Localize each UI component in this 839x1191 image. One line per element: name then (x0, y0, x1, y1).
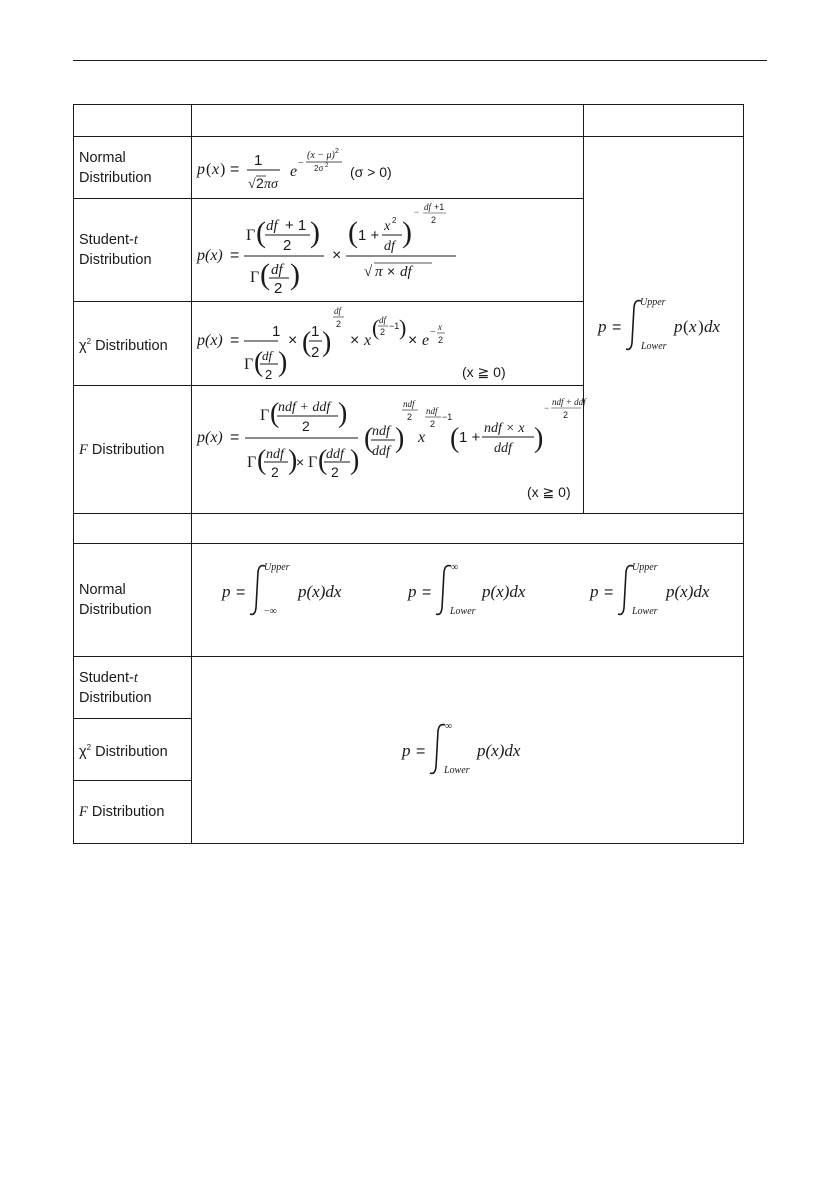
svg-text:∞: ∞ (445, 720, 453, 732)
svg-text:(: ( (254, 346, 264, 378)
condition-chi: (x ≧ 0) (462, 363, 506, 380)
svg-text:π: π (375, 264, 383, 280)
label-student (74, 199, 192, 302)
svg-text:=: = (604, 583, 614, 601)
svg-text:df: df (271, 262, 283, 278)
formula-chi-cell (192, 302, 584, 386)
svg-text:=: = (230, 247, 240, 264)
svg-text:): ) (310, 216, 320, 249)
svg-text:ddf: ddf (372, 443, 390, 459)
formula-normal-prob-cell (192, 544, 744, 657)
svg-text:Lower: Lower (450, 605, 476, 617)
svg-text:(: ( (270, 397, 280, 429)
formula-normal-prob-set (192, 548, 742, 648)
formula-interval (589, 562, 710, 617)
condition-f: (x ≧ 0) (527, 483, 571, 500)
svg-text:ddf: ddf (494, 440, 512, 456)
svg-text:ndf: ndf (403, 398, 415, 409)
label-normal-line1: Normal (79, 149, 126, 166)
svg-text:Upper: Upper (264, 561, 290, 573)
svg-text:+ 1: + 1 (285, 217, 307, 234)
svg-text:2: 2 (380, 326, 386, 337)
svg-text:(: ( (318, 444, 328, 476)
svg-text:2: 2 (331, 463, 339, 480)
table-row-normal (74, 137, 744, 199)
svg-text:2: 2 (302, 417, 310, 434)
formula-f-cell (192, 386, 584, 514)
label-chi-sup: 2 (86, 336, 92, 346)
svg-text:df: df (384, 239, 395, 254)
svg-text:): ) (288, 444, 298, 476)
svg-text:Γ: Γ (244, 355, 254, 373)
svg-text:2: 2 (392, 216, 397, 225)
svg-text:Γ: Γ (250, 269, 260, 286)
label-student-line1: Student- (79, 232, 134, 248)
svg-text:−: − (298, 157, 304, 169)
svg-text:ndf: ndf (266, 446, 284, 462)
svg-text:): ) (350, 444, 360, 476)
formula-lower-tail (221, 562, 342, 617)
svg-text:x: x (384, 219, 391, 234)
label-normal-line2: Distribution (79, 169, 152, 186)
label-student-2 (74, 657, 192, 719)
svg-text:): ) (402, 216, 412, 249)
svg-text:2: 2 (325, 162, 329, 169)
label-student-2-line1: Student- (79, 669, 134, 686)
svg-text:−: − (430, 326, 436, 338)
svg-text:): ) (278, 346, 288, 378)
svg-text:Lower: Lower (444, 764, 470, 776)
table-subheader-row (74, 514, 744, 544)
svg-text:2: 2 (335, 147, 339, 155)
svg-text:): ) (399, 314, 407, 340)
subheader-cell-2 (192, 514, 744, 544)
svg-text:1: 1 (272, 322, 281, 340)
svg-text:=: = (236, 583, 246, 601)
svg-text:ddf: ddf (326, 446, 344, 462)
formula-student-cell (192, 199, 584, 302)
svg-text:(: ( (260, 258, 270, 291)
svg-text:): ) (290, 258, 300, 291)
svg-text:−: − (544, 402, 550, 413)
svg-text:2: 2 (336, 318, 342, 329)
svg-text:): ) (698, 316, 704, 336)
svg-text:2: 2 (430, 418, 436, 429)
svg-text:df: df (400, 264, 412, 280)
formula-shared-upper-tail (192, 688, 740, 808)
svg-text:=: = (422, 583, 432, 601)
svg-text:df: df (379, 314, 387, 325)
svg-text:×: × (408, 331, 418, 349)
svg-text:2: 2 (563, 409, 569, 420)
formula-shared-prob-cell (192, 657, 744, 844)
label-f (74, 386, 192, 514)
svg-text:df: df (424, 202, 432, 212)
svg-text:): ) (395, 422, 405, 454)
svg-text:e: e (422, 331, 430, 349)
svg-text:(: ( (450, 422, 460, 454)
svg-text:p(x): p(x) (197, 428, 223, 446)
formula-student-pdf (192, 200, 582, 300)
formula-upper-tail (407, 562, 526, 617)
svg-text:2: 2 (438, 334, 444, 345)
svg-text:Lower: Lower (641, 340, 667, 352)
svg-text:): ) (534, 422, 544, 454)
svg-text:e: e (290, 162, 298, 180)
svg-text:ndf: ndf (426, 405, 438, 416)
svg-text:(: ( (302, 326, 312, 358)
svg-text:Γ: Γ (308, 453, 318, 471)
svg-text:Γ: Γ (246, 227, 256, 244)
svg-text:Γ: Γ (247, 453, 257, 471)
header-rule (73, 60, 767, 61)
label-chi-symbol: χ (79, 337, 87, 354)
svg-text:x: x (689, 316, 697, 336)
label-f-letter: F (79, 441, 88, 458)
label-chi-2-text: Distribution (91, 743, 168, 760)
svg-text:p: p (408, 581, 417, 601)
svg-text:2: 2 (311, 343, 320, 361)
svg-text:Lower: Lower (632, 605, 658, 617)
label-f-2-text: Distribution (87, 804, 165, 820)
svg-text:2: 2 (265, 366, 273, 382)
header-cell-3 (584, 105, 744, 137)
svg-text:=: = (230, 331, 240, 349)
label-chi-2-symbol: χ (79, 743, 87, 760)
svg-text:(: ( (372, 314, 380, 340)
svg-text:ndf + ddf: ndf + ddf (552, 396, 586, 407)
label-f-text: Distribution (87, 441, 165, 458)
svg-text:−1: −1 (442, 411, 453, 422)
svg-text:=: = (416, 742, 426, 760)
svg-text:=: = (230, 428, 240, 446)
label-student-2-line2: Distribution (79, 689, 152, 706)
svg-text:∞: ∞ (451, 561, 459, 573)
svg-text:p: p (402, 740, 411, 760)
label-normal-2-line1: Normal (79, 582, 126, 598)
label-normal-2 (74, 544, 192, 657)
svg-text:−: − (414, 207, 420, 217)
table-header-row (74, 105, 744, 137)
svg-text:1: 1 (311, 322, 320, 340)
svg-text:p: p (222, 581, 231, 601)
svg-text:ndf: ndf (372, 423, 390, 439)
formula-probability-upper-lower (584, 293, 742, 353)
svg-text:1: 1 (254, 151, 263, 169)
svg-text:1 +: 1 + (459, 428, 481, 446)
label-f-2 (74, 781, 192, 844)
svg-text:p: p (598, 316, 607, 336)
svg-text:p(x): p(x) (197, 247, 223, 264)
svg-text:πσ: πσ (264, 176, 278, 192)
svg-text:1 +: 1 + (358, 227, 380, 244)
svg-text:×: × (296, 453, 305, 470)
svg-text:×: × (288, 331, 298, 349)
svg-text:dx: dx (704, 316, 721, 336)
formula-normal-pdf (192, 138, 582, 198)
condition-normal: (σ > 0) (350, 163, 392, 180)
label-chi-text: Distribution (91, 337, 168, 354)
svg-text:2: 2 (283, 237, 292, 254)
svg-text:): ) (220, 160, 226, 178)
svg-text:df: df (266, 218, 278, 234)
svg-text:Γ: Γ (260, 406, 270, 424)
label-chi-2 (74, 719, 192, 781)
svg-text:(: ( (348, 216, 358, 249)
label-normal (74, 137, 192, 199)
svg-text:p(x)dx: p(x)dx (666, 581, 710, 601)
svg-text:p(x)dx: p(x)dx (477, 740, 521, 760)
formula-f-pdf (192, 387, 586, 513)
label-student-2-t: t (133, 669, 138, 686)
header-cell-1 (74, 105, 192, 137)
label-normal-2-line2: Distribution (79, 602, 152, 618)
svg-text:(: ( (206, 160, 212, 178)
svg-text:=: = (230, 160, 240, 178)
svg-text:ndf × x: ndf × x (484, 420, 525, 436)
svg-text:): ) (338, 397, 348, 429)
label-chi-2-sup: 2 (86, 742, 92, 752)
label-f-2-letter: F (79, 804, 88, 820)
svg-text:2: 2 (274, 280, 283, 297)
svg-text:2: 2 (407, 411, 413, 422)
svg-text:p(x): p(x) (197, 331, 223, 349)
distribution-table (73, 104, 744, 844)
svg-text:p: p (674, 316, 683, 336)
svg-text:x: x (364, 331, 372, 349)
label-student-line2: Distribution (79, 252, 152, 268)
svg-text:−∞: −∞ (264, 605, 277, 617)
svg-text:Upper: Upper (632, 561, 658, 573)
svg-text:√: √ (248, 176, 256, 192)
svg-text:2σ: 2σ (314, 163, 324, 173)
svg-text:p: p (590, 581, 599, 601)
svg-text:ndf + ddf: ndf + ddf (278, 399, 331, 415)
svg-text:p(x)dx: p(x)dx (482, 581, 526, 601)
svg-text:(x − μ): (x − μ) (307, 149, 335, 161)
svg-text:2: 2 (271, 463, 279, 480)
svg-text:(: ( (256, 216, 266, 249)
svg-text:x: x (438, 321, 442, 332)
svg-text:2: 2 (431, 215, 437, 225)
svg-text:df: df (262, 347, 273, 363)
svg-text:×: × (332, 247, 342, 264)
svg-text:(: ( (364, 422, 374, 454)
table-row-student-prob (74, 657, 744, 719)
formula-chi-pdf (192, 303, 582, 385)
svg-text:×: × (350, 331, 360, 349)
svg-text:√: √ (364, 264, 373, 280)
svg-text:2: 2 (256, 174, 264, 191)
svg-text:+1: +1 (434, 202, 445, 212)
subheader-cell-1 (74, 514, 192, 544)
svg-text:Upper: Upper (640, 296, 666, 308)
header-cell-2 (192, 105, 584, 137)
svg-text:p: p (197, 160, 205, 178)
svg-text:): ) (322, 326, 332, 358)
svg-text:=: = (612, 318, 622, 336)
label-chi (74, 302, 192, 386)
svg-text:×: × (387, 263, 396, 279)
label-student-t: t (133, 232, 138, 248)
svg-text:df: df (334, 305, 342, 316)
svg-text:(: ( (257, 444, 267, 476)
table-row-normal-prob (74, 544, 744, 657)
svg-text:p(x)dx: p(x)dx (298, 581, 342, 601)
probability-cell (584, 137, 744, 514)
svg-text:x: x (418, 428, 426, 446)
svg-text:x: x (212, 160, 220, 178)
svg-text:(: ( (683, 316, 689, 336)
svg-text:−1: −1 (389, 320, 400, 331)
formula-normal-cell (192, 137, 584, 199)
